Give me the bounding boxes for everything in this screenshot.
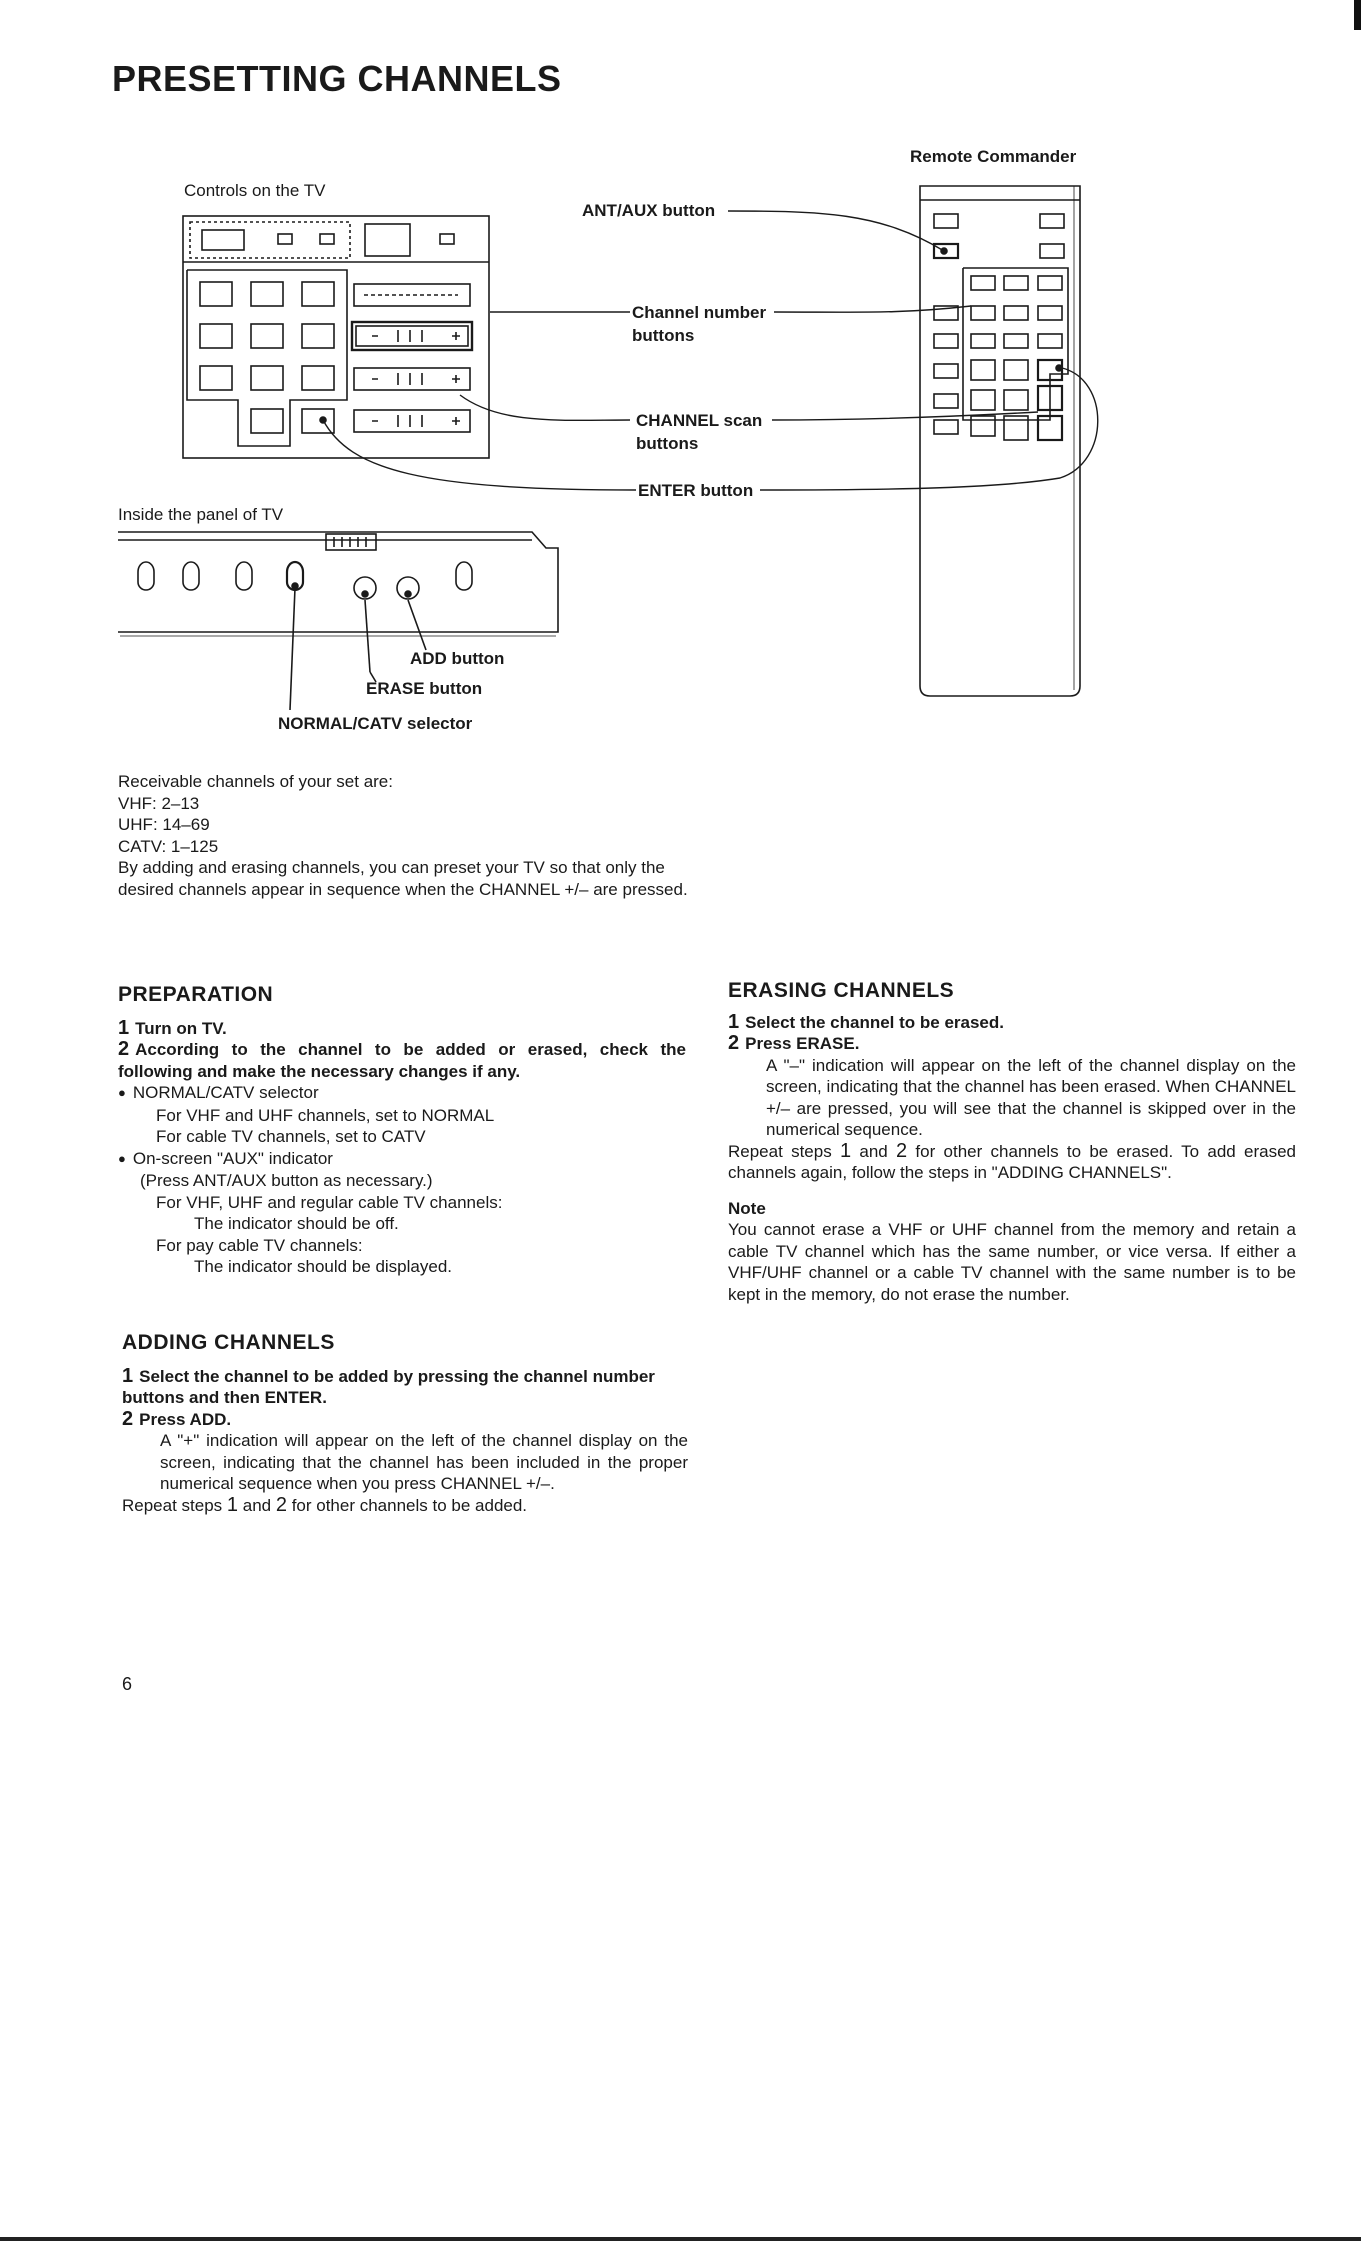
intro-paragraph: By adding and erasing channels, you can preset your TV so that only the desired channels appear in sequence when the CHANNEL +/– are pressed. <box>118 858 688 899</box>
add-step-2-detail: A "+" indication will appear on the left of the channel display on the screen, indicating that the channel has been included in the proper numerical sequence when you press CHANNEL +/–. <box>160 1431 688 1493</box>
note-text: You cannot erase a VHF or UHF channel from the memory and retain a cable TV channel which has the same number, or vice versa. If either a VHF/UHF channel or a cable TV channel with the same number is to be kept in the memory, do not erase the number. <box>728 1220 1296 1304</box>
prep-line: The indicator should be displayed. <box>194 1257 452 1276</box>
prep-step-2 <box>118 1039 686 1082</box>
callout-channel-scan-2: buttons <box>636 434 699 453</box>
presetting-diagram <box>0 0 1361 760</box>
prep-line: For cable TV channels, set to CATV <box>156 1127 426 1146</box>
erasing-heading: ERASING CHANNELS <box>728 979 955 1002</box>
repeat-step-number: 2 <box>275 1493 287 1516</box>
callout-add: ADD button <box>410 649 505 668</box>
repeat-text: Repeat steps <box>728 1141 840 1161</box>
step-number: 2 <box>728 1032 740 1054</box>
erasing-section <box>728 980 1296 1305</box>
callout-channel-number-2: buttons <box>632 326 695 345</box>
intro-line: UHF: 14–69 <box>118 815 210 834</box>
repeat-step-number: 1 <box>226 1493 239 1516</box>
callout-channel-number: Channel number <box>632 303 767 322</box>
bullet-text: On-screen "AUX" indicator <box>132 1148 333 1168</box>
repeat-step-number: 1 <box>840 1139 852 1162</box>
preparation-heading: PREPARATION <box>118 983 274 1006</box>
erase-step-1 <box>728 1012 1296 1034</box>
callout-normal-catv: NORMAL/CATV selector <box>278 714 473 733</box>
step-text: Press ADD. <box>139 1409 232 1429</box>
step-text: According to the channel to be added or erased, check the following and make the necessary changes if any. <box>118 1040 686 1081</box>
page-number: 6 <box>122 1674 133 1694</box>
page-bottom-edge <box>0 2237 1361 2241</box>
intro-block <box>118 771 688 900</box>
prep-line: For VHF and UHF channels, set to NORMAL <box>156 1105 495 1125</box>
step-number: 2 <box>122 1407 134 1430</box>
add-step-2 <box>122 1409 688 1431</box>
add-repeat-line <box>122 1495 688 1517</box>
tv-control-panel <box>183 216 489 458</box>
erase-step-2 <box>728 1033 1296 1055</box>
step-text: Turn on TV. <box>135 1018 227 1038</box>
remote-label: Remote Commander <box>910 147 1077 166</box>
step-text: Select the channel to be erased. <box>745 1012 1004 1032</box>
repeat-step-number: 2 <box>896 1139 908 1162</box>
adding-heading: ADDING CHANNELS <box>122 1331 335 1354</box>
callout-ant-aux: ANT/AUX button <box>582 201 716 220</box>
adding-section <box>122 1332 688 1516</box>
repeat-text: Repeat steps <box>122 1495 227 1515</box>
prep-bullet-aux <box>118 1148 686 1171</box>
repeat-text: for other channels to be erased. To add erased channels again, follow the steps in "ADDING CHANNELS". <box>728 1141 1296 1182</box>
repeat-text: and <box>238 1495 276 1515</box>
note-heading: Note <box>728 1198 766 1218</box>
prep-line: For VHF, UHF and regular cable TV channels: <box>156 1192 503 1212</box>
callout-channel-scan: CHANNEL scan <box>636 411 763 430</box>
preparation-section <box>118 984 686 1278</box>
intro-line: Receivable channels of your set are: <box>118 772 393 791</box>
prep-step-1 <box>118 1018 686 1040</box>
repeat-text: and <box>851 1141 897 1161</box>
panel-label: Inside the panel of TV <box>118 505 284 524</box>
prep-line: For pay cable TV channels: <box>156 1235 363 1255</box>
page-title: PRESETTING CHANNELS <box>112 58 562 99</box>
callout-erase: ERASE button <box>366 679 483 698</box>
erase-step-2-detail: A "–" indication will appear on the left of the channel display on the screen, indicating that the channel has been erased. When CHANNEL +/– are pressed, you will see that the channel is skipped over in the numerical sequence. <box>766 1055 1296 1139</box>
callout-enter: ENTER button <box>638 481 754 500</box>
tv-inner-panel <box>118 532 558 710</box>
add-step-1 <box>122 1366 688 1409</box>
erase-repeat-line <box>728 1141 1296 1184</box>
step-number: 1 <box>118 1016 130 1039</box>
step-number: 1 <box>122 1364 134 1387</box>
repeat-text: for other channels to be added. <box>286 1495 528 1515</box>
step-number: 2 <box>118 1038 130 1060</box>
intro-line: VHF: 2–13 <box>118 793 200 813</box>
remote-commander <box>920 186 1080 696</box>
step-text: Press ERASE. <box>745 1034 860 1053</box>
intro-line: CATV: 1–125 <box>118 836 219 856</box>
step-number: 1 <box>728 1010 740 1033</box>
bullet-text: NORMAL/CATV selector <box>132 1083 319 1102</box>
step-text: Select the channel to be added by pressing the channel number buttons and then ENTER. <box>122 1366 655 1407</box>
prep-line: (Press ANT/AUX button as necessary.) <box>140 1171 433 1190</box>
prep-bullet-selector <box>118 1082 686 1105</box>
prep-line: The indicator should be off. <box>194 1214 399 1233</box>
controls-label: Controls on the TV <box>184 181 326 200</box>
